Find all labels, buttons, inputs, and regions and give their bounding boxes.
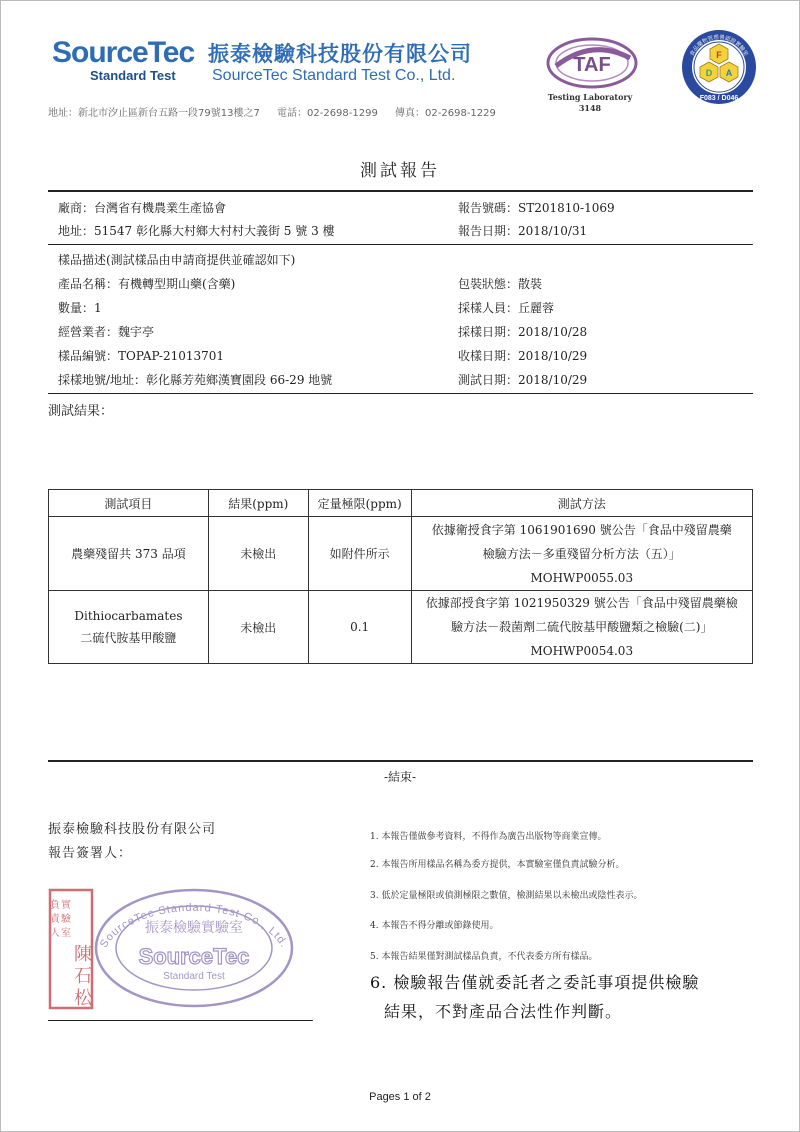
svg-text:SourceTec Standard Test Co., L: SourceTec Standard Test Co., Ltd. [97, 901, 291, 951]
svg-text:松: 松 [74, 988, 92, 1009]
svg-text:責: 責 [50, 914, 60, 925]
report-number-field: 報告號碼：ST201810-1069 [458, 201, 615, 215]
receive-date-field: 收樣日期：2018/10/29 [458, 349, 588, 363]
svg-text:陳: 陳 [74, 944, 92, 965]
header-result: 結果(ppm) [208, 490, 308, 517]
signer-label: 報告簽署人： [48, 846, 133, 861]
svg-text:實: 實 [61, 900, 71, 911]
lab-name: 振泰檢驗科技股份有限公司 [48, 822, 217, 837]
fda-letter-f: F [716, 50, 722, 60]
note-item: 1. 本報告僅做參考資料，不得作為廣告出版物等商業宣傳。 [370, 832, 607, 842]
header-test-item: 測試項目 [49, 490, 209, 517]
fda-letter-a: A [725, 68, 733, 78]
quantity-field: 數量：1 [58, 301, 102, 315]
taf-text: TAF [573, 54, 611, 76]
fda-badge-top-text: 食品藥物管理署認證實驗室 [689, 34, 749, 58]
page-indicator: Pages 1 of 2 [369, 1091, 431, 1103]
company-phone: 電話：02-2698-1299 [277, 108, 378, 119]
test-date-field: 測試日期：2018/10/29 [458, 373, 588, 387]
svg-text:Standard Test: Standard Test [163, 971, 225, 982]
row-item-line1: 農藥殘留共 373 品項 [71, 547, 186, 561]
svg-text:SourceTec: SourceTec [138, 944, 250, 969]
row-loq: 如附件所示 [308, 517, 411, 591]
svg-text:振泰檢驗實驗室: 振泰檢驗實驗室 [145, 920, 243, 936]
divider-client [48, 244, 753, 245]
sampler-field: 採樣人員：丘麗蓉 [458, 301, 555, 315]
row-result: 未檢出 [208, 591, 308, 664]
header-loq: 定量極限(ppm) [308, 490, 411, 517]
note-item: 3. 低於定量極限或偵測極限之數值，檢測結果以未檢出或陰性表示。 [370, 891, 643, 901]
results-table [48, 489, 753, 664]
divider-end [48, 760, 753, 762]
product-name-field: 產品名稱：有機轉型期山藥(含藥) [58, 277, 236, 291]
taf-caption-line2: 3148 [578, 103, 602, 113]
company-name-cn: 振泰檢驗科技股份有限公司 [208, 42, 472, 66]
company-name-en: SourceTec Standard Test Co., Ltd. [212, 67, 456, 84]
fda-certification-badge [680, 28, 758, 106]
row-method-line2: 驗方法－殺菌劑二硫代胺基甲酸鹽類之檢驗(二)」 [451, 620, 713, 634]
svg-text:負: 負 [50, 900, 60, 911]
divider-top [48, 190, 753, 192]
company-logo [52, 36, 202, 84]
header-method: 測試方法 [411, 490, 752, 517]
taf-caption-line1: Testing Laboratory [547, 92, 633, 102]
signature-stamp [50, 890, 93, 1009]
packaging-field: 包裝狀態：散裝 [458, 277, 543, 291]
row-item [49, 517, 209, 591]
row-method-code: MOHWP0055.03 [530, 570, 634, 585]
vendor-address-field: 地址：51547 彰化縣大村鄉大村村大義街 5 號 3 樓 [58, 224, 335, 238]
report-date-field: 報告日期：2018/10/31 [458, 224, 588, 238]
signature-line [48, 1020, 313, 1021]
operator-field: 經營業者：魏宇亭 [58, 325, 155, 339]
divider-sample [48, 393, 753, 394]
vendor-field: 廠商：台灣省有機農業生產協會 [58, 201, 227, 215]
table-header-row [49, 490, 753, 517]
table-row [49, 517, 753, 591]
fda-badge-code: F083 / D046 [699, 95, 739, 102]
row-method-line1: 依據衛授食字第 1061901690 號公告「食品中殘留農藥 [431, 522, 732, 537]
sample-id-field: 樣品編號：TOPAP-21013701 [58, 349, 225, 363]
row-item [49, 591, 209, 664]
company-fax: 傳真：02-2698-1229 [395, 108, 496, 119]
row-item-line1: Dithiocarbamates [74, 609, 183, 623]
note-item-emphasis-cont: 結果，不對產品合法性作判斷。 [384, 1002, 623, 1021]
sample-description: 樣品描述(測試樣品由申請商提供並確認如下) [58, 253, 296, 267]
logo-subtitle: Standard Test [90, 68, 176, 83]
row-method-line1: 依據部授食字第 1021950329 號公告「食品中殘留農藥檢 [425, 596, 738, 610]
report-title: 測試報告 [360, 161, 440, 181]
svg-text:室: 室 [61, 928, 71, 939]
row-loq: 0.1 [308, 591, 411, 664]
logo-wordmark: SourceTec [52, 36, 195, 69]
sampling-date-field: 採樣日期：2018/10/28 [458, 325, 588, 339]
company-address: 地址：新北市汐止區新台五路一段79號13樓之7 [48, 108, 260, 119]
taf-caption [540, 92, 640, 114]
svg-text:驗: 驗 [61, 914, 71, 925]
sampling-place-field: 採樣地號/地址：彰化縣芳苑鄉漢寶園段 66-29 地號 [58, 373, 333, 387]
note-item: 2. 本報告所用樣品名稱為委方提供，本實驗室僅負責試驗分析。 [370, 860, 625, 870]
note-item: 4. 本報告不得分離或節錄使用。 [370, 921, 499, 931]
stamp-area [44, 882, 314, 1022]
svg-text:石: 石 [74, 966, 92, 987]
row-method [411, 517, 752, 591]
row-result: 未檢出 [208, 517, 308, 591]
row-method-line2: 檢驗方法－多重殘留分析方法（五）」 [482, 546, 681, 561]
note-item-emphasis: 6. 檢驗報告僅就委託者之委託事項提供檢驗 [370, 973, 700, 992]
svg-text:人: 人 [50, 928, 60, 939]
note-item: 5. 本報告結果僅對測試樣品負責，不代表委方所有樣品。 [370, 952, 598, 962]
row-method-code: MOHWP0054.03 [530, 644, 634, 658]
end-mark: -結束- [383, 770, 417, 784]
results-label: 測試結果： [48, 404, 114, 419]
contact-line [48, 104, 510, 119]
table-row [49, 591, 753, 664]
company-seal [96, 890, 292, 1006]
fda-letter-d: D [705, 68, 713, 78]
row-item-line2: 二硫代胺基甲酸鹽 [80, 631, 177, 645]
row-method [411, 591, 752, 664]
